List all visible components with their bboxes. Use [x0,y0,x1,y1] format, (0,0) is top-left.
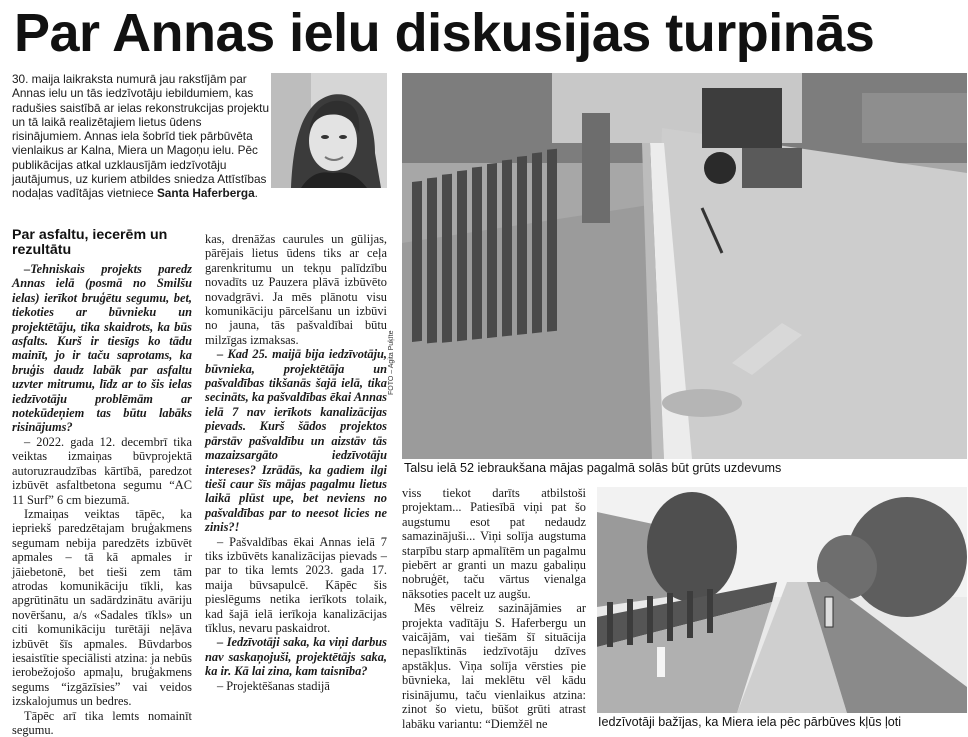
answer-1: – 2022. gada 12. decembrī tika veiktas izmaiņas būvprojektā autoruzraudzības kārtībā, paredzot izbūvēt asfaltbetona segumu “AC 11 Surf” 6 cm biezumā. [12,434,192,507]
photo-caption-2: Iedzīvotāji bažījas, ka Miera iela pēc pārbūves kļūs ļoti [598,715,902,729]
answer-3: – Projektēšanas stadijā [217,678,330,693]
lead-text: 30. maija laikraksta numurā jau rakstījām par Annas ielu un tās iedzīvotāju iebildumiem, kas radušies saistībā ar ielas rekonstrukcijas projektu un tā laikā realizētajiem lietus ūdens risinājumiem. Annas iela šobrīd tiek pārbūvēta vienlaikus ar Kalna, Miera un Magoņu ielu. Pēc publikācijas atkal uzklausījām iedzīvotāju jautājumus, uz kuriem atbildes sniedza Attīstības nodaļas vadītājas vietniece [12,72,270,201]
column-1 [12,262,192,737]
paragraph: Mēs vēlreiz sazinājāmies ar projekta vadītāju S. Haferbergu un vaicājām, vai tiešām šī situācija nepaslīktinās iedzīvotāju dzīves apstākļus. Viņa solīja vērsties pie būvnieka, lai meklētu vēl kādu risinājumu, taču vienlaikus atzina: zinot šo vietu, būšot grūti atrast labāku variantu: “Diemžēl ne [402,601,586,731]
paragraph: Tāpēc arī tika lemts nomainīt segumu. [12,708,192,737]
question-3: – Iedzīvotāji saka, ka viņi darbus nav saskaņojuši, projektētājs saka, ka ir. Kā lai zina, kam taisnība? [205,635,387,679]
lead-person-name: Santa Haferberga [156,186,255,201]
lead-end: . [254,186,258,201]
paragraph: kas, drenāžas caurules un gūlijas, pārējais lietus ūdens tiks ar ceļa garenkritumu un tekņu palīdzību novadīts uz Pauzera plāvā izbūvēto novadgrāvi. Ja mēs plānotu visu komunikāciju pārcelšanu un izbūvi no jauna, tās pašvaldībai būtu milzīgas izmaksas. [205,232,387,347]
headline: Par Annas ielu diskusijas turpinās [14,3,875,63]
paragraph: viss tiekot darīts atbilstoši projektam... Patiesībā viņi pat šo augstumu esot pat nedaudz samazinājuši... Viņi solīja augstuma starpību starp apmalītēm un pagalmu piebērt ar granti un mazu gabaliņu nobruģēt, taču vārtus vienalga nāksoties pacelt uz augšu. [402,486,586,601]
lead-paragraph [12,72,272,222]
column-3 [402,486,586,731]
question-2: – Kad 25. maijā bija iedzīvotāju, būvnieka, projektētāja un pašvaldības tikšanās šajā ielā, tika secināts, ka pašvaldības ēkai Annas ielā 7 nav ierīkots kanalizācijas pievads. Kurš šādos projektos pārstāv pašvaldību un aizstāv tās mazaizsargāto iedzīvotāju intereses? Izrādās, ka gadiem ilgi tieši caur šīs mājas pagalmu lietus laikā plūst upe, bet neviens no pašvaldības par to neesot licies ne zinis?! [205,347,387,535]
street-construction-photo [402,73,967,459]
column-2 [205,232,387,726]
paragraph: Izmaiņas veiktas tāpēc, ka iepriekš paredzētajam bruģakmens segumam nebija paredzēts izbūvēt apmales – tā kā apmales ir jāiebetonē, bet tieši zem tām atrodas komunikāciju tīkli, kas apgrūtinātu un sadārdzinātu avāriju novēršanu, a/s «Sadales tīkls» un citi komunikāciju turētāji neļāva izbūvēt šīs apmales. Būvdarbos iesaistītie speciālisti atzina: ja nebūs ierobežojošo apmaļu, bruģakmens segums “izgāzīsies” vai veidos izskalojumus un bedres. [12,506,192,709]
photo-credit: FOTO – Agita Puķīte [388,330,395,395]
portrait-photo [271,73,387,188]
question-1: –Tehniskais projekts paredz Annas ielā (posmā no Smilšu ielas) ierīkot bruģētu segumu, bet, tiekoties ar būvnieku un projektētāju, tika skaidrots, ka būs asfalts. Kurš ir tiesīgs ko tādu mainīt, jo ir taču saprotams, ka bruģis daudz labāk par asfaltu uzvter mitrumu, līdz ar to šis ielas iedzīvotāju problēmām ar notekūdeņiem tas būtu labāks risinājums? [12,262,192,435]
answer-2: – Pašvaldības ēkai Annas ielā 7 tiks izbūvēts kanalizācijas pievads – par to tika lemts 2023. gada 17. maija būvsapulcē. Kāpēc šis pieslēgums netika ierīkots tolaik, kad šajā ielā ierīkoja kanalizācijas tīklus, nevaru paskaidrot. [205,534,387,635]
section-subheading: Par asfaltu, iecerēm un rezultātu [12,227,168,258]
street-sidewalk-photo [597,487,967,713]
photo-caption-1: Talsu ielā 52 iebraukšana mājas pagalmā solās būt grūts uzdevums [404,461,782,475]
